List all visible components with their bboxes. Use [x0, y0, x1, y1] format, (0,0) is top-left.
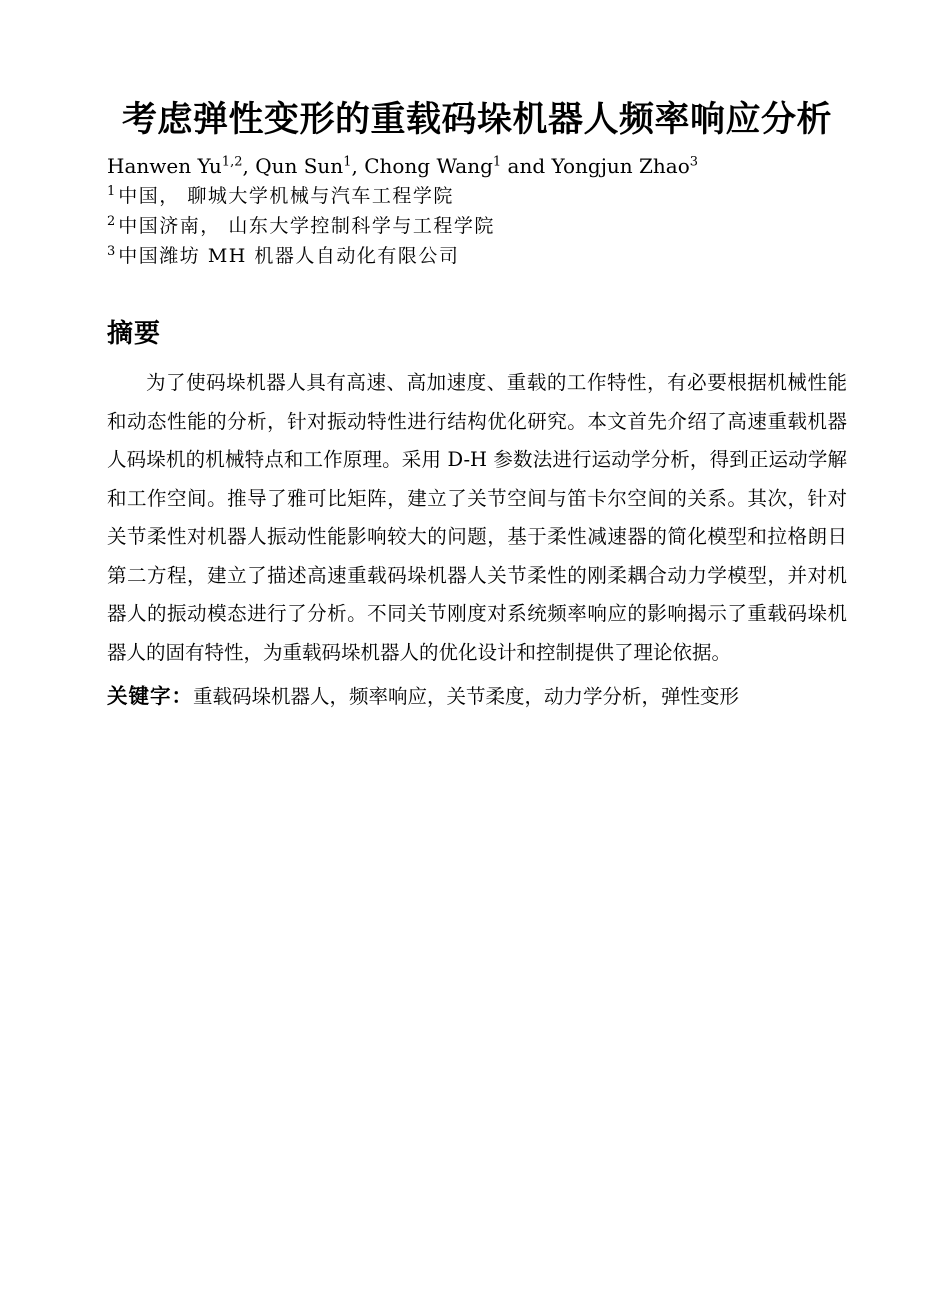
keywords-text: 重载码垛机器人，频率响应，关节柔度，动力学分析，弹性变形	[193, 685, 740, 708]
author-superscript: 3	[689, 154, 699, 170]
author-name: Hanwen Yu	[107, 154, 222, 178]
affiliation-text: 中国济南， 山东大学控制科学与工程学院	[118, 215, 495, 237]
author-name: Chong Wang	[364, 154, 493, 178]
affiliation-text: 中国潍坊 MH 机器人自动化有限公司	[118, 245, 460, 267]
author-superscript: 1	[343, 154, 352, 170]
affiliation-superscript: 3	[107, 243, 116, 259]
affiliation-superscript: 2	[107, 213, 116, 229]
author-name: Qun Sun	[255, 154, 344, 178]
author-separator: and	[501, 154, 552, 178]
author-superscript: 1,2	[221, 154, 243, 170]
affiliation-text: 中国， 聊城大学机械与汽车工程学院	[118, 185, 454, 207]
author-separator: ,	[351, 154, 365, 178]
affiliation-item	[107, 241, 847, 271]
abstract-heading: 摘要	[107, 319, 162, 349]
author-separator: ,	[242, 154, 256, 178]
abstract-paragraph: 为了使码垛机器人具有高速、高加速度、重载的工作特性，有必要根据机械性能和动态性能的分析，针对振动特性进行结构优化研究。本文首先介绍了高速重载机器人码垛机的机械特点和工作原理。采用 D-H 参数法进行运动学分析，得到正运动学解和工作空间。推导了雅可比矩阵，建立了关节空间与笛卡尔空间的关系。其次，针对关节柔性对机器人振动性能影响较大的问题，基于柔性减速器的简化模型和拉格朗日第二方程，建立了描述高速重载码垛机器人关节柔性的刚柔耦合动力学模型，并对机器人的振动模态进行了分析。不同关节刚度对系统频率响应的影响揭示了重载码垛机器人的固有特性，为重载码垛机器人的优化设计和控制提供了理论依据。	[107, 371, 847, 664]
affiliations-list	[107, 181, 847, 271]
author-name: Yongjun Zhao	[551, 154, 690, 178]
affiliation-item	[107, 211, 847, 241]
affiliation-item	[107, 181, 847, 211]
keywords-line	[107, 677, 847, 716]
paper-title: 考虑弹性变形的重载码垛机器人频率响应分析	[121, 99, 832, 140]
affiliation-superscript: 1	[107, 183, 116, 199]
keywords-label: 关键字：	[107, 684, 193, 708]
authors-line	[107, 153, 847, 179]
author-superscript: 1	[492, 154, 502, 170]
